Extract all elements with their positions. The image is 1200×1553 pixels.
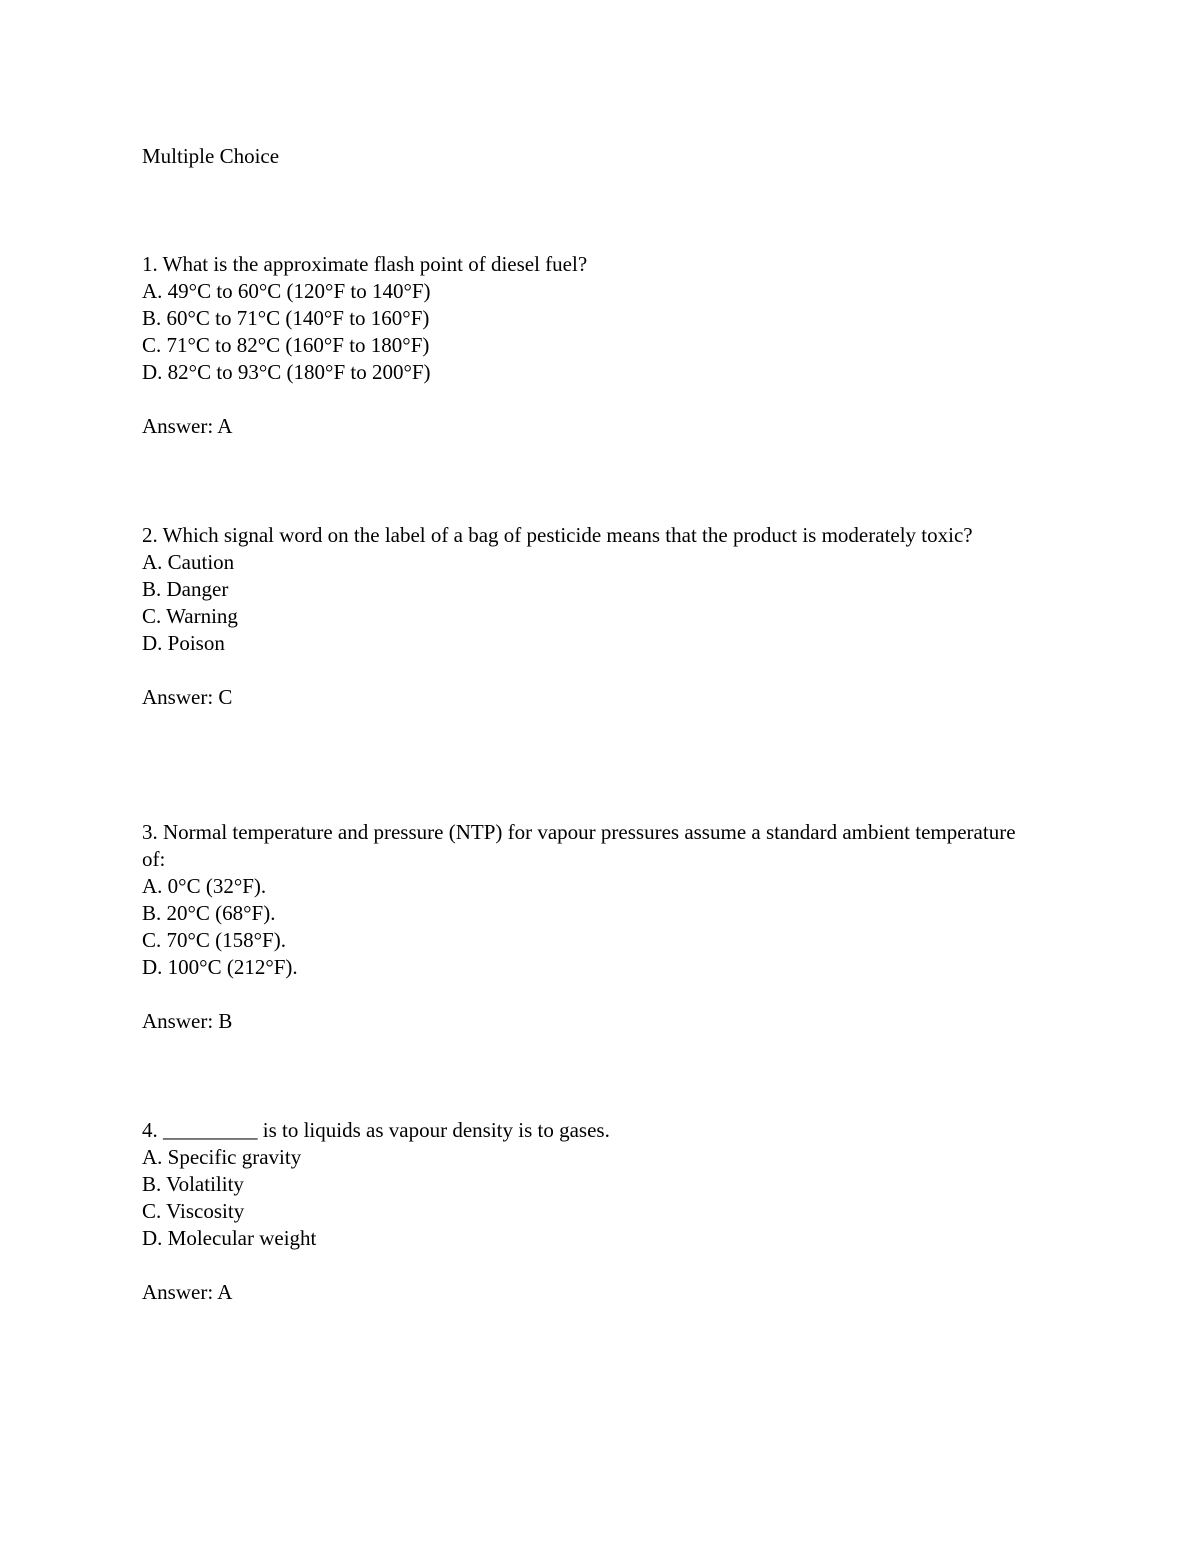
answer-text: Answer: A	[142, 1280, 233, 1304]
answer-text: Answer: A	[142, 414, 233, 438]
option-d: D. Molecular weight	[142, 1226, 317, 1250]
page-heading: Multiple Choice	[142, 144, 280, 168]
question-text: 2. Which signal word on the label of a bag of pesticide means that the product is moderately toxic?	[142, 523, 973, 547]
option-b: B. 60°C to 71°C (140°F to 160°F)	[142, 306, 430, 330]
option-c: C. Warning	[142, 604, 238, 628]
option-a: A. Specific gravity	[142, 1145, 302, 1169]
answer-text: Answer: C	[142, 685, 233, 709]
option-a: A. 0°C (32°F).	[142, 874, 267, 898]
question-3	[142, 819, 1022, 1035]
option-d: D. 82°C to 93°C (180°F to 200°F)	[142, 360, 431, 384]
option-b: B. Volatility	[142, 1172, 244, 1196]
option-c: C. Viscosity	[142, 1199, 245, 1223]
option-b: B. Danger	[142, 577, 229, 601]
option-a: A. Caution	[142, 550, 235, 574]
answer-text: Answer: B	[142, 1009, 233, 1033]
option-d: D. 100°C (212°F).	[142, 955, 298, 979]
question-2	[142, 522, 1022, 711]
question-text: 4. _________ is to liquids as vapour density is to gases.	[142, 1118, 610, 1142]
question-4	[142, 1117, 1022, 1306]
question-text: 1. What is the approximate flash point of diesel fuel?	[142, 252, 588, 276]
option-c: C. 71°C to 82°C (160°F to 180°F)	[142, 333, 430, 357]
question-1	[142, 251, 1022, 440]
option-b: B. 20°C (68°F).	[142, 901, 276, 925]
option-c: C. 70°C (158°F).	[142, 928, 286, 952]
option-a: A. 49°C to 60°C (120°F to 140°F)	[142, 279, 431, 303]
option-d: D. Poison	[142, 631, 225, 655]
question-text: 3. Normal temperature and pressure (NTP) for vapour pressures assume a standard ambient temperature of:	[142, 820, 1021, 871]
